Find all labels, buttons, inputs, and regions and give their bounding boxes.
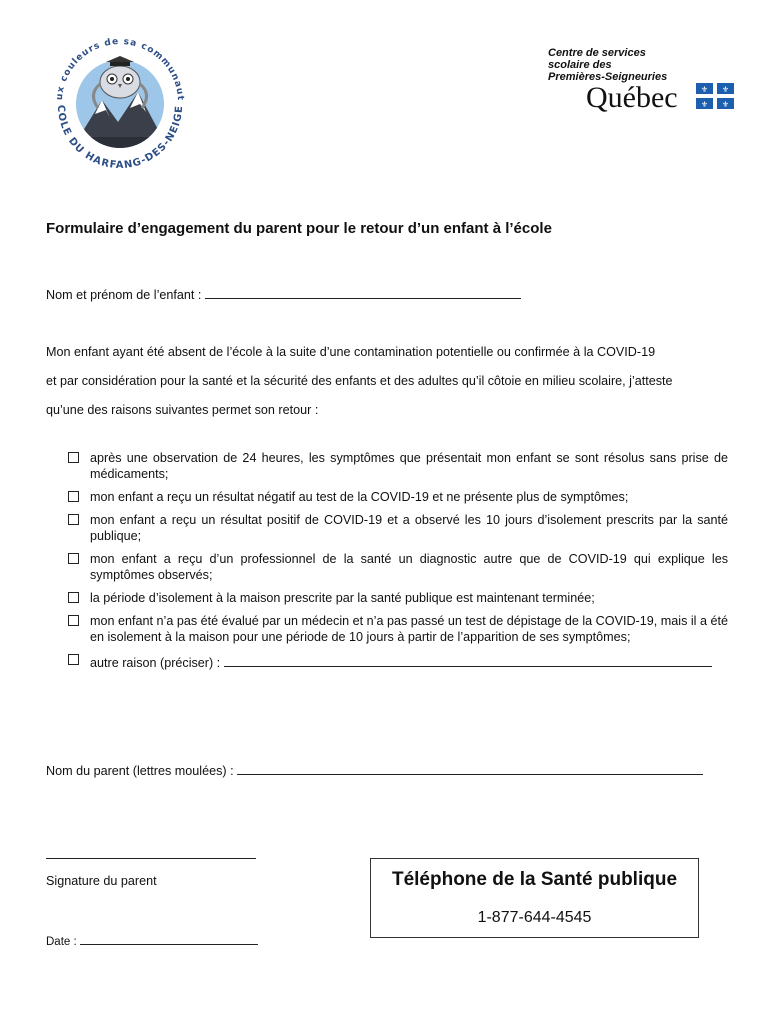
- organization-logo: [548, 47, 738, 117]
- checkbox[interactable]: [68, 514, 79, 525]
- quebec-flag-icon: [696, 83, 734, 109]
- org-line-3: Premières-Seigneuries: [548, 71, 668, 83]
- parent-name-label: Nom du parent (lettres moulées) :: [46, 764, 234, 778]
- checkbox[interactable]: [68, 592, 79, 603]
- other-reason-field[interactable]: [224, 652, 712, 667]
- checkbox[interactable]: [68, 553, 79, 564]
- org-line-1: Centre de services: [548, 47, 646, 59]
- reason-option-other[interactable]: autre raison (préciser) :: [68, 652, 728, 671]
- intro-line-2: et par considération pour la santé et la sécurité des enfants et des adultes qu’il côtoie en milieu scolaire, j’atteste: [46, 374, 673, 388]
- checkbox[interactable]: [68, 615, 79, 626]
- reason-option-4[interactable]: mon enfant a reçu d’un professionnel de la santé un diagnostic autre que de COVID-19 qui explique les symptômes observés;: [68, 551, 728, 583]
- child-name-label: Nom et prénom de l’enfant :: [46, 288, 202, 302]
- svg-text:⚜: ⚜: [721, 85, 730, 94]
- reason-option-1[interactable]: après une observation de 24 heures, les symptômes que présentait mon enfant se sont résolus sans prise de médicaments;: [68, 450, 728, 482]
- checkbox[interactable]: [68, 452, 79, 463]
- signature-label: Signature du parent: [46, 874, 157, 888]
- school-logo: [40, 22, 200, 182]
- quebec-wordmark: Québec: [586, 81, 678, 114]
- reason-option-5[interactable]: la période d’isolement à la maison prescrite par la santé publique est maintenant terminée;: [68, 590, 728, 606]
- reason-option-3[interactable]: mon enfant a reçu un résultat positif de COVID-19 et a observé les 10 jours d’isolement prescrits par la santé publique;: [68, 512, 728, 544]
- org-line-2: scolaire des: [548, 59, 612, 71]
- phone-number: 1-877-644-4545: [477, 909, 592, 926]
- public-health-phone-box: [370, 858, 699, 938]
- reason-option-6[interactable]: mon enfant n’a pas été évalué par un médecin et n’a pas passé un test de dépistage de la COVID-19, mais il a été en isolement à la maison pour une période de 10 jours à partir de l’apparition de ses symptômes;: [68, 613, 728, 645]
- svg-text:⚜: ⚜: [700, 85, 709, 94]
- checkbox[interactable]: [68, 654, 79, 665]
- date-label: Date :: [46, 936, 77, 948]
- intro-line-1: Mon enfant ayant été absent de l’école à la suite d’une contamination potentielle ou confirmée à la COVID-19: [46, 345, 656, 359]
- intro-line-3: qu’une des raisons suivantes permet son retour :: [46, 403, 319, 417]
- form-title: Formulaire d’engagement du parent pour le retour d’un enfant à l’école: [46, 220, 552, 237]
- logo-bottom-text: COLE DU HARFANG-DES-NEIGE: [54, 104, 186, 172]
- reason-checklist: [68, 450, 728, 678]
- phone-box-title: Téléphone de la Santé publique: [391, 869, 678, 890]
- date-field[interactable]: [80, 930, 258, 945]
- intro-paragraph: [46, 338, 736, 425]
- parent-name-row: [46, 760, 703, 778]
- checkbox[interactable]: [68, 491, 79, 502]
- reason-option-2[interactable]: mon enfant a reçu un résultat négatif au test de la COVID-19 et ne présente plus de symptômes;: [68, 489, 728, 505]
- logo-arc-text: ux couleurs de sa communaut: [54, 36, 186, 102]
- signature-field[interactable]: [46, 858, 256, 859]
- date-row: [46, 930, 258, 948]
- svg-text:⚜: ⚜: [700, 100, 709, 109]
- child-name-row: [46, 284, 521, 302]
- parent-name-field[interactable]: [237, 760, 703, 775]
- svg-text:⚜: ⚜: [721, 100, 730, 109]
- child-name-field[interactable]: [205, 284, 521, 299]
